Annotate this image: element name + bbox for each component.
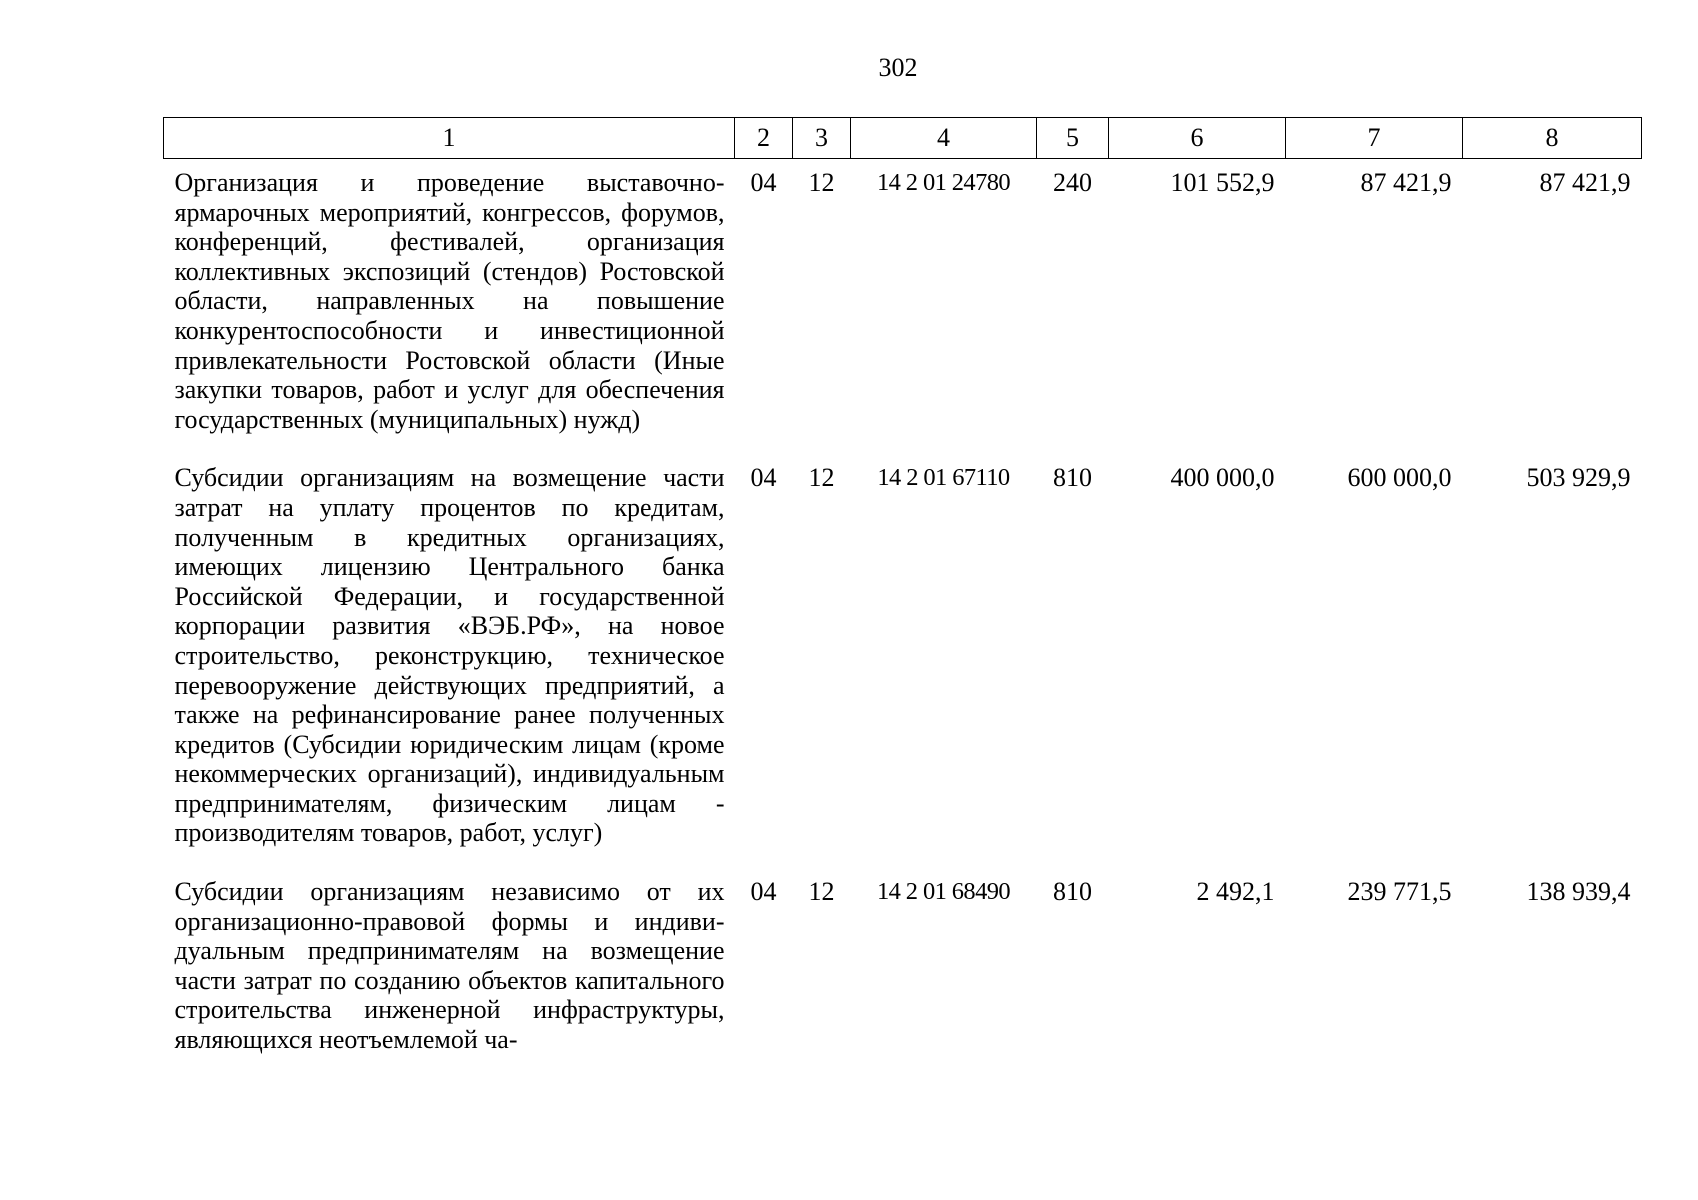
row-amount-col7: 239 771,5 xyxy=(1347,877,1452,907)
row-target-article-code: 14 2 01 67110 xyxy=(877,464,1010,492)
table-row xyxy=(164,159,1642,455)
row-section-code: 04 xyxy=(750,877,777,907)
row-amount-col6: 400 000,0 xyxy=(1170,463,1275,493)
row-amount-col8: 503 929,9 xyxy=(1526,463,1631,493)
row-description: Субсидии организациям независимо от их организационно-правовой формы и индивидуальным предпринимателям на возмещение части затрат по созданию объектов капитального строительства инженерной инфраструктуры, являющихся неотъемлемой ча- xyxy=(174,877,725,1055)
row-target-article-code: 14 2 01 24780 xyxy=(876,169,1011,196)
column-header-6: 6 xyxy=(1109,118,1286,159)
column-header-1: 1 xyxy=(164,118,735,159)
row-amount-col7: 87 421,9 xyxy=(1360,168,1452,197)
table-body xyxy=(164,159,1642,1075)
budget-table xyxy=(163,117,1642,1075)
row-amount-col6: 2 492,1 xyxy=(1196,877,1275,907)
column-header-8: 8 xyxy=(1463,118,1642,159)
table-header xyxy=(164,118,1642,159)
table-row xyxy=(164,868,1642,1075)
row-subsection-code: 12 xyxy=(808,463,835,493)
row-section-code: 04 xyxy=(750,168,777,197)
table-row xyxy=(164,454,1642,868)
row-amount-col7: 600 000,0 xyxy=(1347,463,1452,493)
column-header-3: 3 xyxy=(793,118,851,159)
row-amount-col8: 87 421,9 xyxy=(1539,168,1631,197)
row-expense-type-code: 810 xyxy=(1053,877,1092,907)
table-header-row xyxy=(164,118,1642,159)
row-amount-col8: 138 939,4 xyxy=(1526,877,1631,907)
row-description: Субсидии организациям на возмещение части затрат на уплату процентов по кредитам, полученным в кредитных организациях, имеющих лицензию Центрального банка Российской Федерации, и государственной корпорации развития «ВЭБ.РФ», на новое строительство, реконструкцию, техническое перевооружение действующих предприятий, а также на рефинансирование ранее полученных кредитов (Субсидии юридическим лицам (кроме некоммерческих организаций), индивидуальным предпринимателям, физическим лицам - производителям товаров, работ, услуг) xyxy=(174,463,725,848)
column-header-2: 2 xyxy=(735,118,793,159)
row-description: Организация и проведение выставочно-ярмарочных мероприятий, конгрессов, форумов, конференций, фестивалей, организация коллективных экспозиций (стендов) Ростовской области, направленных на повышение конкурентоспособности и инвестиционной привлекательности Ростовской области (Иные закупки товаров, работ и услуг для обеспечения государственных (муниципальных) нужд) xyxy=(174,168,725,434)
column-header-4: 4 xyxy=(851,118,1037,159)
row-amount-col6: 101 552,9 xyxy=(1170,168,1275,197)
row-target-article-code: 14 2 01 68490 xyxy=(876,878,1011,906)
column-header-7: 7 xyxy=(1286,118,1463,159)
row-subsection-code: 12 xyxy=(808,877,835,907)
column-header-5: 5 xyxy=(1037,118,1109,159)
row-expense-type-code: 240 xyxy=(1053,168,1092,197)
page-number: 302 xyxy=(878,53,918,82)
row-expense-type-code: 810 xyxy=(1053,463,1092,493)
row-subsection-code: 12 xyxy=(808,168,835,197)
row-section-code: 04 xyxy=(750,463,777,493)
